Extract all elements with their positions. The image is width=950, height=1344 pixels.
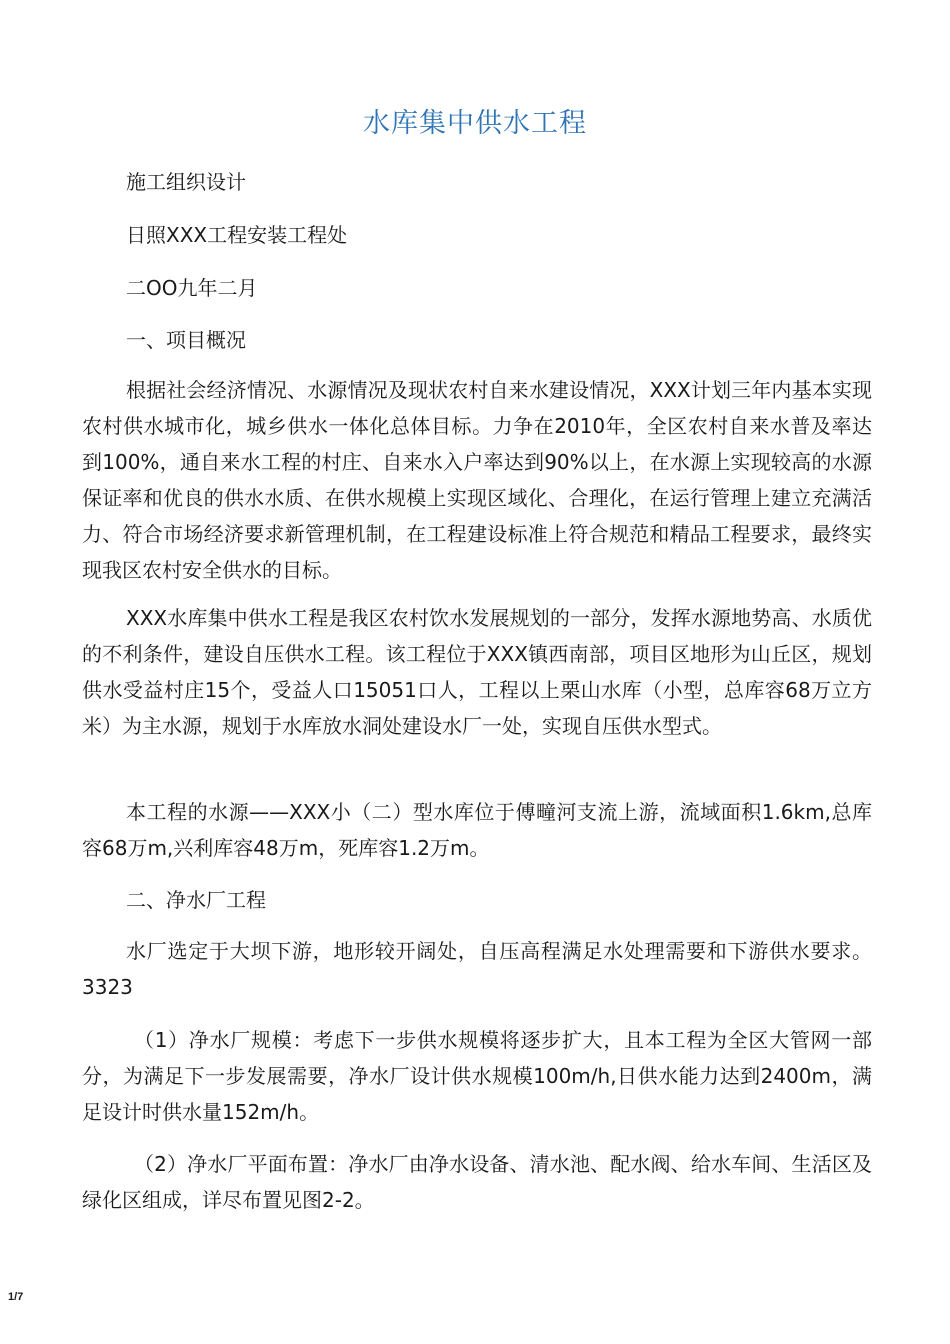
paragraph-plant-site: 水厂选定于大坝下游，地形较开阔处，自压高程满足水处理需要和下游供水要求。3323	[82, 939, 872, 999]
section-heading-overview: 一、项目概况	[126, 328, 246, 352]
document-title: 水库集中供水工程	[363, 108, 587, 139]
issuer-line: 日照XXX工程安装工程处	[126, 223, 348, 247]
document-subtitle: 施工组织设计	[126, 170, 246, 194]
paragraph-overview: 根据社会经济情况、水源情况及现状农村自来水建设情况，XXX计划三年内基本实现农村供水城市化，城乡供水一体化总体目标。力争在2010年，全区农村自来水普及率达到100%，通自来水工程的村庄、自来水入户率达到90%以上，在水源上实现较高的水源保证率和优良的供水水质、在供水规模上实现区域化、合理化，在运行管理上建立充满活力、符合市场经济要求新管理机制，在工程建设标准上符合规范和精品工程要求，最终实现我区农村安全供水的目标。	[82, 378, 872, 582]
paragraph-plant-scale: （1）净水厂规模：考虑下一步供水规模将逐步扩大，且本工程为全区大管网一部分，为满足下一步发展需要，净水厂设计供水规模100m/h,日供水能力达到2400m，满足设计时供水量152m/h。	[82, 1028, 872, 1124]
paragraph-plant-layout: （2）净水厂平面布置：净水厂由净水设备、清水池、配水阀、给水车间、生活区及绿化区组成，详尽布置见图2-2。	[82, 1152, 872, 1212]
page-indicator: 1/7	[8, 1291, 24, 1303]
date-line: 二OO九年二月	[126, 276, 258, 300]
paragraph-project: XXX水库集中供水工程是我区农村饮水发展规划的一部分，发挥水源地势高、水质优的不利条件，建设自压供水工程。该工程位于XXX镇西南部，项目区地形为山丘区，规划供水受益村庄15个，受益人口15051口人，工程以上栗山水库（小型，总库容68万立方米）为主水源，规划于水库放水洞处建设水厂一处，实现自压供水型式。	[82, 606, 872, 738]
section-heading-plant: 二、净水厂工程	[126, 888, 266, 912]
paragraph-water-source: 本工程的水源——XXX小（二）型水库位于傅疃河支流上游，流域面积1.6km,总库容68万m,兴利库容48万m，死库容1.2万m。	[82, 800, 872, 860]
